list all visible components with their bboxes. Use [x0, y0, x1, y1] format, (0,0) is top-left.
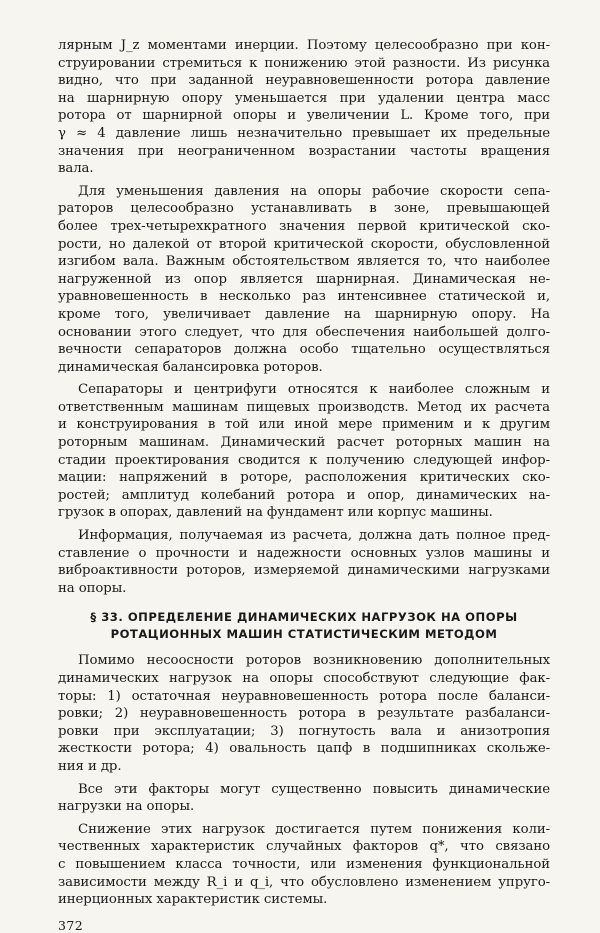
text-line: изгибом вала. Важным обстоятельством является то, что наиболее [58, 254, 550, 270]
text-line: Снижение этих нагрузок достигается путем понижения коли- [78, 821, 550, 837]
text-before-heading [58, 37, 550, 597]
text-line: вечности сепараторов должна особо тщательно осуществляться [58, 342, 550, 358]
text-line: роторным машинам. Динамический расчет роторных машин на [58, 435, 550, 451]
text-line: Информация, получаемая из расчета, должна дать полное пред- [78, 528, 550, 544]
text-line: лярным J_z моментами инерции. Поэтому целесообразно при кон- [58, 38, 550, 53]
text-line: ростей; амплитуд колебаний ротора и опор, динамических на- [58, 487, 550, 503]
text-line: мации: напряжений в роторе, расположения критических ско- [58, 470, 550, 486]
text-line: кроме того, увеличивает давление на шарнирную опору. На [58, 306, 550, 322]
paragraph [58, 37, 550, 178]
text-line: инерционных характеристик системы. [58, 892, 328, 908]
page-number: 372 [58, 917, 84, 933]
paragraph [58, 381, 550, 522]
text-line: Все эти факторы могут существенно повысить динамические [78, 781, 550, 797]
text-line: основании этого следует, что для обеспечения наибольшей долго- [58, 324, 550, 340]
text-line: уравновешенность в несколько раз интенсивнее статической и, [58, 289, 550, 305]
section-heading-line-2: РОТАЦИОННЫХ МАШИН СТАТИСТИЧЕСКИМ МЕТОДОМ [110, 627, 498, 642]
text-line: ставление о прочности и надежности основных узлов машины и [58, 545, 550, 561]
paragraph [58, 183, 550, 377]
text-line: более трех-четырехкратного значения первой критической ско- [58, 218, 550, 234]
text-line: значения при неограниченном возрастании частоты вращения [58, 143, 550, 159]
text-line: динамических нагрузок на опоры способствуют следующие фак- [58, 671, 550, 686]
text-line: на опоры. [58, 580, 127, 596]
text-line: ротора от шарнирной опоры и увеличении L. Кроме того, при [58, 108, 550, 124]
text-line: виброактивности роторов, измеряемой динамическими нагрузками [58, 563, 550, 579]
text-line: Сепараторы и центрифуги относятся к наиболее сложным и [78, 382, 550, 398]
text-line: зависимости между R_i и q_i, что обусловлено изменением упруго- [58, 874, 550, 890]
section-heading-line-1: § 33. ОПРЕДЕЛЕНИЕ ДИНАМИЧЕСКИХ НАГРУЗОК НА ОПОРЫ [90, 610, 518, 625]
text-line: и конструирования в той или иной мере применим и к другим [58, 417, 550, 433]
text-line: рости, но далекой от второй критической скорости, обусловленной [58, 236, 550, 252]
text-line: струировании стремиться к понижению этой разности. Из рисунка [58, 55, 550, 71]
text-line: видно, что при заданной неуравновешенности ротора давление [58, 73, 550, 89]
paragraph [58, 821, 550, 909]
text-line: ровки при эксплуатации; 3) погнутость вала и анизотропия [58, 723, 550, 739]
text-line: стадии проектирования сводится к получению следующей инфор- [58, 452, 550, 468]
text-line: на шарнирную опору уменьшается при удалении центра масс [58, 90, 550, 106]
text-line: с повышением класса точности, или изменения функциональной [58, 856, 550, 872]
text-line: грузок в опорах, давлений на фундамент или корпус машины. [58, 505, 493, 521]
section-heading [58, 609, 550, 643]
text-line: ответственным машинам пищевых производств. Метод их расчета [58, 399, 550, 415]
text-line: Для уменьшения давления на опоры рабочие скорости сепа- [78, 183, 550, 199]
text-line: жесткости ротора; 4) овальность цапф в подшипниках скольже- [58, 741, 550, 757]
text-line: раторов целесообразно устанавливать в зоне, превышающей [58, 201, 550, 217]
text-line: Помимо несоосности роторов возникновению дополнительных [78, 653, 550, 669]
text-line: γ ≈ 4 давление лишь незначительно превышает их предельные [58, 125, 550, 141]
text-line: динамическая балансировка роторов. [58, 359, 323, 375]
paragraph [58, 652, 550, 775]
text-line: нагруженной из опор является шарнирная. Динамическая не- [58, 271, 550, 287]
text-line: вала. [58, 161, 94, 177]
text-line: ния и др. [58, 758, 122, 774]
paragraph [58, 527, 550, 597]
text-line: торы: 1) остаточная неуравновешенность ротора после баланси- [58, 688, 550, 704]
text-line: ровки; 2) неуравновешенность ротора в результате разбаланси- [58, 706, 550, 722]
paragraph [58, 781, 550, 816]
text-line: чественных характеристик случайных факторов q*, что связано [58, 839, 550, 855]
text-after-heading [58, 652, 550, 908]
text-line: нагрузки на опоры. [58, 799, 195, 815]
